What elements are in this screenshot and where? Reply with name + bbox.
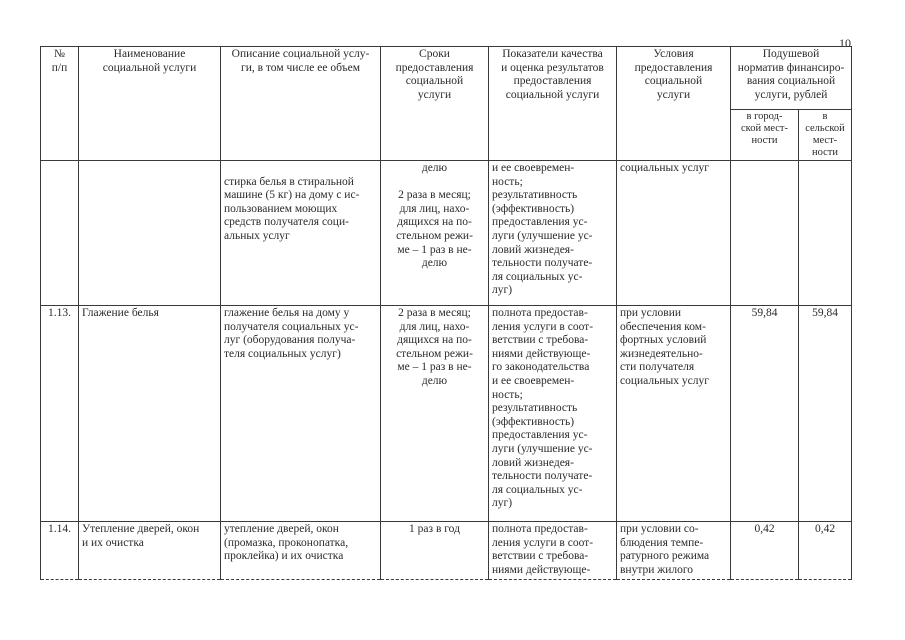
row-num: 1.13. [41, 306, 79, 522]
row-num: 1.14. [41, 522, 79, 580]
header-norm: Подушевой норматив финансиро- вания социальной услуги, рублей [731, 47, 852, 110]
row-description: стирка белья в стиральной машине (5 кг) на дому с ис- пользованием моющих средств получателя соци- альных услуг [221, 161, 381, 306]
page-number: 10 [839, 36, 851, 50]
header-name: Наименование социальной услуги [79, 47, 221, 161]
row-name: Утепление дверей, окон и их очистка [79, 522, 221, 580]
table-header-row [41, 47, 852, 110]
row-name [79, 161, 221, 306]
table-row [41, 161, 852, 306]
row-conditions: при условии со- блюдения темпе- ратурного режима внутри жилого [617, 522, 731, 580]
row-name: Глажение белья [79, 306, 221, 522]
header-num: № п/п [41, 47, 79, 161]
header-urban: в город- ской мест- ности [731, 110, 799, 161]
row-urban [731, 161, 799, 306]
header-terms: Сроки предоставления социальной услуги [381, 47, 489, 161]
row-urban: 59,84 [731, 306, 799, 522]
table-row [41, 522, 852, 580]
row-rural [799, 161, 852, 306]
row-description: глажение белья на дому у получателя социальных ус- луг (оборудования получа- теля социальных услуг) [221, 306, 381, 522]
row-terms: 2 раза в месяц; для лиц, нахо- дящихся на по- стельном режи- ме – 1 раз в не- делю [381, 306, 489, 522]
row-description: утепление дверей, окон (промазка, проконопатка, проклейка) и их очистка [221, 522, 381, 580]
table-row [41, 306, 852, 522]
row-quality: полнота предостав- ления услуги в соот- ветствии с требова- ниями действующе- [489, 522, 617, 580]
header-rural: в сельской мест- ности [799, 110, 852, 161]
row-quality: и ее своевремен- ность; результативность (эффективность) предоставления ус- луги (улучшение ус- ловий жизнедея- тельности получате- ля социальных ус- луг) [489, 161, 617, 306]
header-description: Описание социальной услу- ги, в том числе ее объем [221, 47, 381, 161]
header-conditions: Условия предоставления социальной услуги [617, 47, 731, 161]
row-quality: полнота предостав- ления услуги в соот- ветствии с требова- ниями действующе- го законодательства и ее своевремен- ность; результативность (эффективность) предоставления ус- луги (улучшение ус- ловий жизнедея- тельности получате- ля социальных ус- луг) [489, 306, 617, 522]
row-rural: 0,42 [799, 522, 852, 580]
row-num [41, 161, 79, 306]
row-urban: 0,42 [731, 522, 799, 580]
header-quality: Показатели качества и оценка результатов предоставления социальной услуги [489, 47, 617, 161]
row-terms: 1 раз в год [381, 522, 489, 580]
social-services-table [40, 46, 852, 580]
row-conditions: при условии обеспечения ком- фортных условий жизнедеятельно- сти получателя социальных услуг [617, 306, 731, 522]
row-terms: делю 2 раза в месяц; для лиц, нахо- дящихся на по- стельном режи- ме – 1 раз в не- делю [381, 161, 489, 306]
row-conditions: социальных услуг [617, 161, 731, 306]
row-rural: 59,84 [799, 306, 852, 522]
